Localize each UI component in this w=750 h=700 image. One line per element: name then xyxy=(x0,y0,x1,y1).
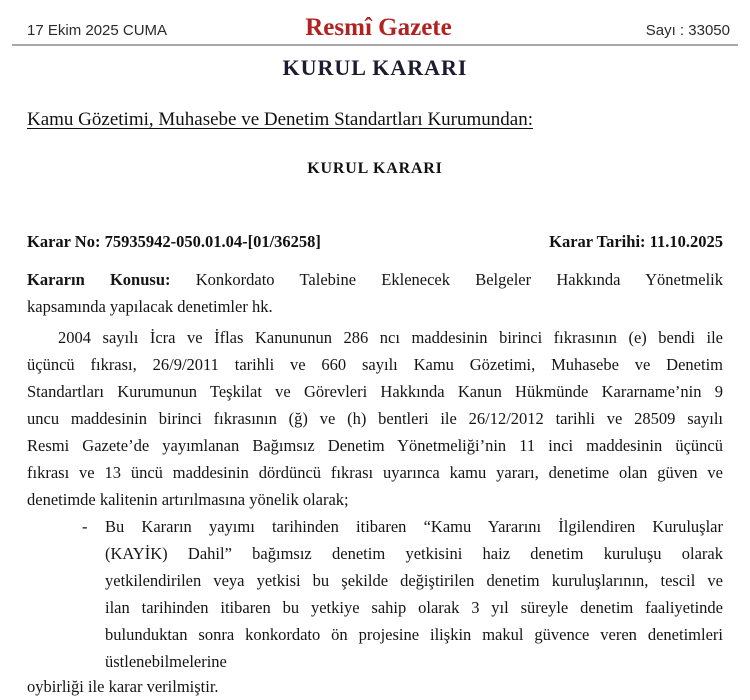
issuing-institution: Kamu Gözetimi, Muhasebe ve Denetim Standartları Kurumundan: xyxy=(27,109,534,130)
legal-basis-paragraph xyxy=(27,324,723,513)
bullet-line: yetkilendirilen veya yetkisi bu şekilde değiştirilen denetim kuruluşlarının, tescil ve xyxy=(105,571,723,590)
decision-subject xyxy=(27,266,723,320)
decision-meta-row xyxy=(27,232,723,251)
paragraph-line: 2004 sayılı İcra ve İflas Kanununun 286 ncı maddesinin birinci fıkrasının (e) bendi ile xyxy=(58,328,723,347)
section-title: KURUL KARARI xyxy=(282,55,468,80)
bullet-dash-marker: - xyxy=(82,517,88,536)
gazette-header xyxy=(12,0,738,46)
paragraph-line: denetimde kalitenin artırılmasına yönelik olarak; xyxy=(27,490,349,509)
closing-statement: oybirliği ile karar verilmiştir. xyxy=(27,677,219,696)
paragraph-line: Resmi Gazete’de yayımlanan Bağımsız Denetim Yönetmeliği’nin 11 inci maddesinin üçüncü xyxy=(27,436,723,455)
bullet-line: üstlenebilmelerine xyxy=(105,652,227,671)
paragraph-line: fıkrası ve 13 üncü maddesinin dördüncü fıkrası uyarınca kamu yararı, denetime olan güven ve xyxy=(27,463,723,482)
decision-subject-label: Kararın Konusu: xyxy=(27,270,171,289)
gazette-title: Resmî Gazete xyxy=(305,14,452,41)
paragraph-line: Standartları Kurumunun Teşkilat ve Görevleri Hakkında Kanun Hükmünde Kararname’nin 9 xyxy=(27,382,723,401)
decision-subject-line1: Kararın Konusu: Konkordato Talebine Eklenecek Belgeler Hakkında Yönetmelik xyxy=(27,270,723,289)
decision-date: Karar Tarihi: 11.10.2025 xyxy=(549,232,723,251)
bullet-line: Bu Kararın yayımı tarihinden itibaren “Kamu Yararını İlgilendiren Kuruluşlar xyxy=(105,517,723,536)
decision-subject-line2: kapsamında yapılacak denetimler hk. xyxy=(27,297,273,316)
bullet-line: ilan tarihinden itibaren bu yetkiye sahip olarak 3 yıl süreyle denetim faaliyetinde xyxy=(105,598,723,617)
bullet-line: bulunduktan sonra konkordato ön projesine ilişkin makul güvence veren denetimleri xyxy=(105,625,723,644)
decision-subtitle: KURUL KARARI xyxy=(307,160,443,177)
decision-number: Karar No: 75935942-050.01.04-[01/36258] xyxy=(27,232,321,251)
decision-bullet-item xyxy=(82,513,723,675)
issue-number: Sayı : 33050 xyxy=(645,22,730,39)
issue-date: 17 Ekim 2025 CUMA xyxy=(27,22,168,39)
bullet-text xyxy=(105,513,723,675)
paragraph-line: uncu maddesinin birinci fıkrasının (ğ) ve (h) bentleri ile 26/12/2012 tarihli ve 28509 sayılı xyxy=(27,409,723,428)
bullet-line: (KAYİK) Dahil” bağımsız denetim yetkisini haiz denetim kuruluşu olarak xyxy=(105,544,723,563)
paragraph-line: üçüncü fıkrası, 26/9/2011 tarihli ve 660 sayılı Kamu Gözetimi, Muhasebe ve Denetim xyxy=(27,355,723,374)
